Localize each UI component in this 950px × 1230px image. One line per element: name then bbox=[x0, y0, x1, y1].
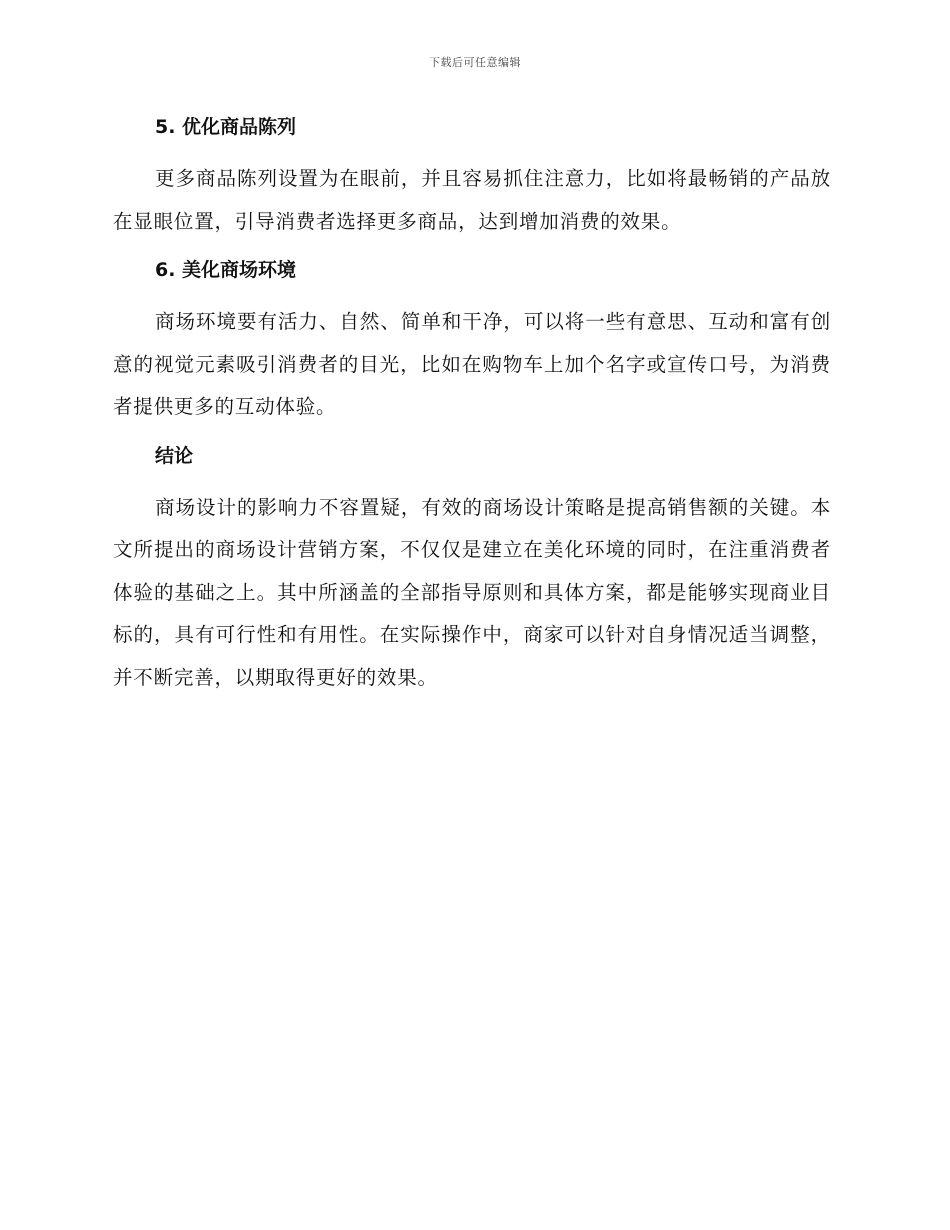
document-body bbox=[113, 110, 831, 709]
section-paragraph: 商场设计的影响力不容置疑，有效的商场设计策略是提高销售额的关键。本文所提出的商场设计营销方案，不仅仅是建立在美化环境的同时，在注重消费者体验的基础之上。其中所涵盖的全部指导原则和具体方案，都是能够实现商业目标的，具有可行性和有用性。在实际操作中，商家可以针对自身情况适当调整，并不断完善，以期取得更好的效果。 bbox=[113, 495, 831, 689]
section-beautify-environment bbox=[113, 253, 831, 429]
section-conclusion bbox=[113, 439, 831, 700]
section-heading: 6. 美化商场环境 bbox=[155, 259, 297, 281]
section-paragraph: 商场环境要有活力、自然、简单和干净，可以将一些有意思、互动和富有创意的视觉元素吸引消费者的目光，比如在购物车上加个名字或宣传口号，为消费者提供更多的互动体验。 bbox=[113, 310, 831, 418]
section-heading: 5. 优化商品陈列 bbox=[155, 116, 297, 138]
page-header: 下载后可任意编辑 bbox=[429, 56, 521, 69]
section-optimize-display bbox=[113, 110, 831, 243]
section-paragraph: 更多商品陈列设置为在眼前，并且容易抓住注意力，比如将最畅销的产品放在显眼位置，引导消费者选择更多商品，达到增加消费的效果。 bbox=[113, 167, 831, 233]
section-heading: 结论 bbox=[155, 444, 194, 467]
